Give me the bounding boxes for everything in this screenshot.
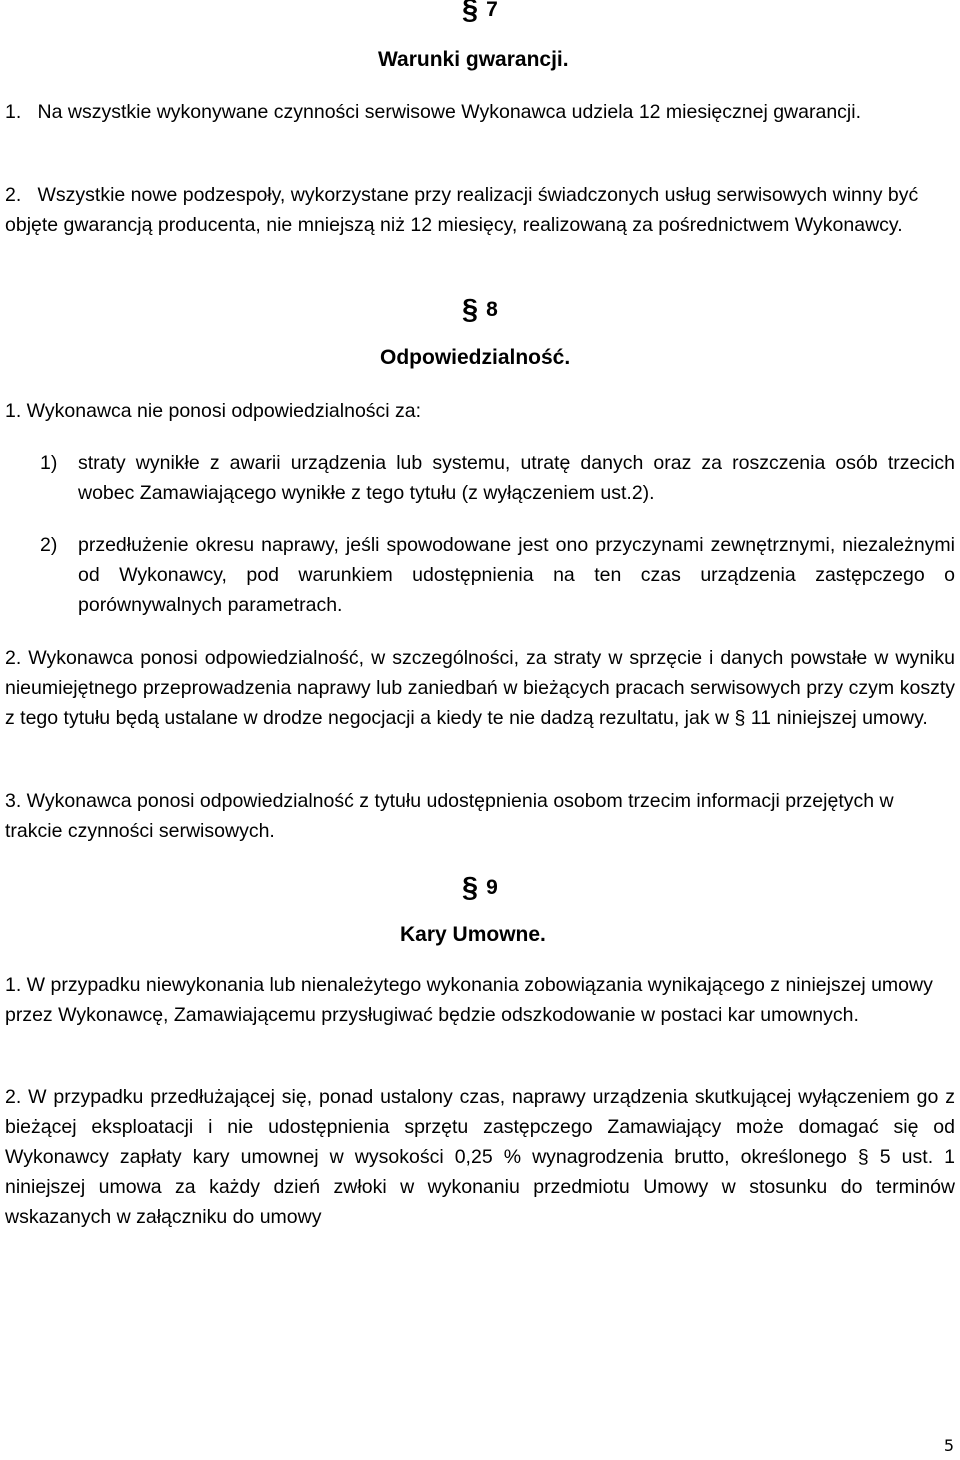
- liability-intro: 1. Wykonawca nie ponosi odpowiedzialności za:: [5, 400, 422, 422]
- subitem-text: przedłużenie okresu naprawy, jeśli spowodowane jest ono przyczynami zewnętrznymi, niezależnymi od Wykonawcy, pod warunkiem udostępnienia na ten czas urządzenia zastępczego o porównywalnych parametrach.: [78, 534, 955, 616]
- subitem-number: 2): [40, 534, 58, 556]
- section-symbol: §: [462, 294, 479, 326]
- section-7-title: Warunki gwarancji.: [378, 48, 569, 71]
- liability-subitem-1: [40, 448, 955, 508]
- penalty-paragraph-2: 2. W przypadku przedłużającej się, ponad ustalony czas, naprawy urządzenia skutkującej wyłączeniem go z bieżącej eksploatacji i nie udostępnienia sprzętu zastępczego Zamawiający może domagać się od Wykonawcy zapłaty kary umownej w wysokości 0,25 % wynagrodzenia brutto, określonego § 5 ust. 1 niniejszej umowa za każdy dzień zwłoki w wykonaniu przedmiotu Umowy w stosunku do terminów wskazanych w załączniku do umowy: [5, 1086, 955, 1228]
- page-number: 5: [943, 1436, 954, 1455]
- section-9-heading: [462, 870, 498, 903]
- section-number: 9: [486, 876, 498, 899]
- section-8-title: Odpowiedzialność.: [380, 346, 571, 369]
- section-8-heading: [462, 292, 498, 325]
- liability-paragraph-3: 3. Wykonawca ponosi odpowiedzialność z tytułu udostępnienia osobom trzecim informacji przejętych w trakcie czynności serwisowych.: [5, 790, 894, 842]
- liability-subitem-2: [40, 530, 955, 620]
- section-number: 7: [486, 0, 498, 21]
- section-7-heading: [462, 0, 498, 25]
- subitem-number: 1): [40, 452, 58, 474]
- warranty-item-1: 1. Na wszystkie wykonywane czynności serwisowe Wykonawca udziela 12 miesięcznej gwarancji.: [5, 101, 862, 123]
- section-symbol: §: [462, 0, 479, 26]
- warranty-item-2: 2. Wszystkie nowe podzespoły, wykorzystane przy realizacji świadczonych usług serwisowych winny być objęte gwarancją producenta, nie mniejszą niż 12 miesięcy, realizowaną za pośrednictwem Wykonawcy.: [5, 184, 919, 236]
- section-symbol: §: [462, 872, 479, 904]
- section-number: 8: [486, 298, 498, 321]
- subitem-text: straty wynikłe z awarii urządzenia lub systemu, utratę danych oraz za roszczenia osób trzecich wobec Zamawiającego wynikłe z tego tytułu (z wyłączeniem ust.2).: [78, 452, 955, 504]
- section-9-title: Kary Umowne.: [400, 923, 546, 946]
- penalty-paragraph-1: 1. W przypadku niewykonania lub nienależytego wykonania zobowiązania wynikającego z niniejszej umowy przez Wykonawcę, Zamawiającemu przysługiwać będzie odszkodowanie w postaci kar umownych.: [5, 974, 933, 1026]
- liability-paragraph-2: 2. Wykonawca ponosi odpowiedzialność, w szczególności, za straty w sprzęcie i danych powstałe w wyniku nieumiejętnego przeprowadzenia naprawy lub zaniedbań w bieżących pracach serwisowych przy czym koszty z tego tytułu będą ustalane w drodze negocjacji a kiedy te nie dadzą rezultatu, jak w § 11 niniejszej umowy.: [5, 647, 955, 729]
